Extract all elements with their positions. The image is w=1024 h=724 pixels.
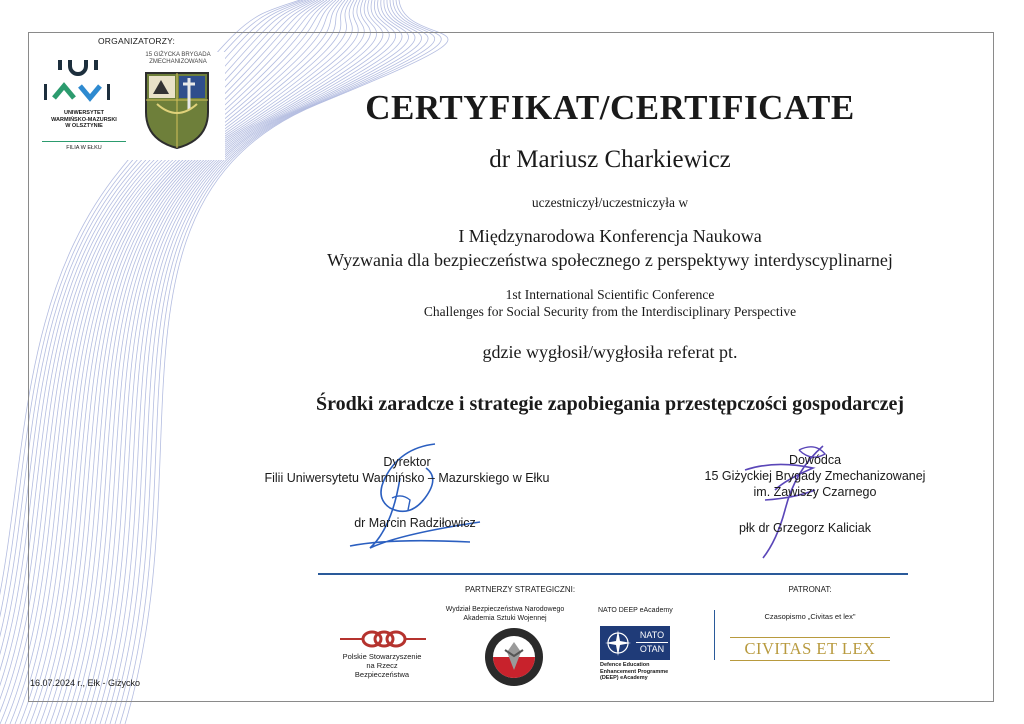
patron-journal-label: Czasopismo „Civitas et lex" xyxy=(764,612,856,621)
paper-title: Środki zaradcze i strategie zapobiegania przestępczości gospodarczej xyxy=(315,393,905,415)
uwm-name-line: UNIWERSYTET xyxy=(63,110,105,116)
uwm-name-line: W OLSZTYNIE xyxy=(65,123,103,129)
psnrb-logo-icon xyxy=(338,628,428,650)
nato-caption-line: Defence Education xyxy=(600,662,650,668)
conference-name-en: 1st International Scientific Conference xyxy=(505,287,715,302)
psnrb-name-line: na Rzecz xyxy=(366,661,398,670)
delivered-text: gdzie wygłosił/wygłosiła referat pt. xyxy=(482,342,738,362)
organizers-label: ORGANIZATORZY: xyxy=(98,36,176,46)
nato-caption xyxy=(600,662,690,682)
wbn-name xyxy=(430,605,580,623)
conference-name-pl: I Międzynarodowa Konferencja Naukowa xyxy=(458,226,762,246)
nato-caption-line: Enhancement Programme xyxy=(600,668,669,675)
date-place: 16.07.2024 r., Ełk - Giżycko xyxy=(30,678,141,688)
right-signatory-unit-patron: im. Zawiszy Czarnego xyxy=(753,485,877,499)
wbn-name-line: Akademia Sztuki Wojennej xyxy=(463,615,547,622)
uwm-branch: FILIA W EŁKU xyxy=(66,145,102,151)
participation-text: uczestniczył/uczestniczyła w xyxy=(531,195,689,210)
uwm-name-line: WARMIŃSKO-MAZURSKI xyxy=(51,116,117,123)
nato-deep-label: NATO DEEP eAcademy xyxy=(598,607,673,614)
brigade-caption xyxy=(128,52,228,66)
left-signatory-unit: Filii Uniwersytetu Warmińsko – Mazurskiego w Ełku xyxy=(264,471,550,485)
right-signatory-role: Dowódca xyxy=(788,453,842,467)
nato-caption-line: (DEEP) eAcademy xyxy=(600,675,648,681)
right-signatory-name: płk dr Grzegorz Kaliciak xyxy=(739,521,871,535)
nato-wordmark-line: OTAN xyxy=(636,642,668,656)
uwm-divider xyxy=(42,141,126,142)
brigade-caption-line: 15 GIŻYCKA BRYGADA xyxy=(145,52,211,58)
patron-label: PATRONAT: xyxy=(788,585,832,594)
asw-emblem-icon xyxy=(483,626,545,688)
left-signatory-name: dr Marcin Radziłowicz xyxy=(354,516,476,530)
recipient-name: dr Mariusz Charkiewicz xyxy=(489,146,731,173)
wbn-name-line: Wydział Bezpieczeństwa Narodowego xyxy=(445,606,565,613)
nato-badge xyxy=(600,626,670,660)
nato-wordmark xyxy=(636,629,668,656)
uwm-logo-icon xyxy=(44,58,124,108)
partners-label: PARTNERZY STRATEGICZNI: xyxy=(464,585,576,594)
psnrb-name-line: Bezpieczeństwa xyxy=(354,670,410,679)
psnrb-name xyxy=(326,652,438,679)
nato-wordmark-line: NATO xyxy=(639,630,665,640)
footer-vertical-divider xyxy=(714,610,715,660)
footer-divider xyxy=(318,573,908,575)
civitas-et-lex-logo: CIVITAS ET LEX xyxy=(730,637,890,661)
uwm-name xyxy=(42,110,126,130)
psnrb-name-line: Polskie Stowarzyszenie xyxy=(342,652,422,661)
brigade-caption-line: ZMECHANIZOWANA xyxy=(149,59,207,65)
brigade-shield-icon xyxy=(143,70,211,150)
right-signatory-unit: 15 Giżyckiej Brygady Zmechanizowanej xyxy=(704,469,926,483)
conference-theme-en: Challenges for Social Security from the Interdisciplinary Perspective xyxy=(423,304,797,319)
conference-theme-pl: Wyzwania dla bezpieczeństwa społecznego z perspektywy interdyscyplinarnej xyxy=(327,250,893,270)
left-signatory-role: Dyrektor xyxy=(383,455,431,469)
certificate-title: CERTYFIKAT/CERTIFICATE xyxy=(365,88,855,127)
nato-compass-icon xyxy=(604,629,632,657)
